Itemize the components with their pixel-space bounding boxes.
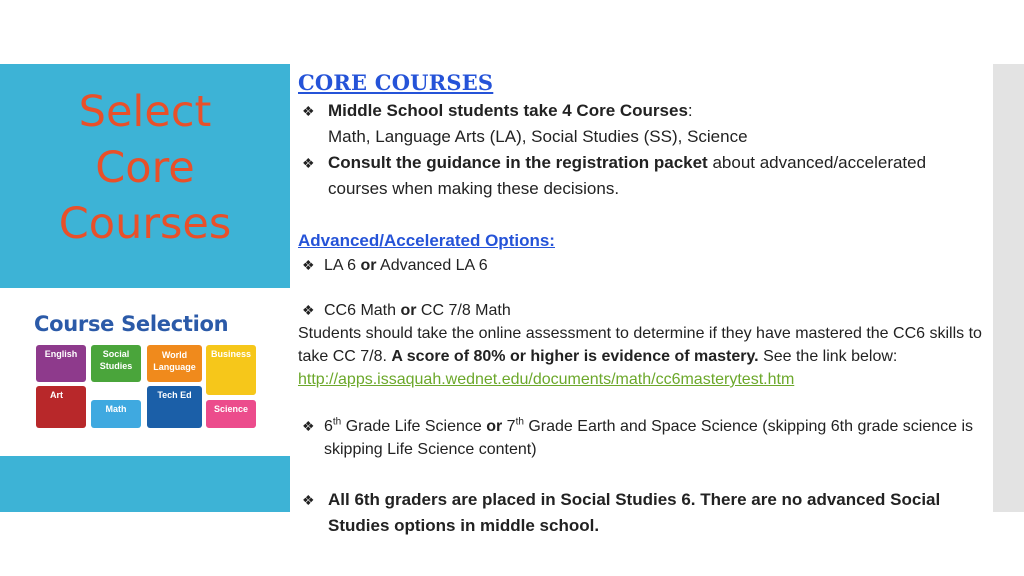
slide-title bbox=[0, 84, 290, 252]
core-courses-colon: : bbox=[687, 101, 693, 120]
tile-science: Science bbox=[206, 400, 256, 428]
diamond-bullet-icon: ❖ bbox=[302, 492, 315, 508]
tile-math: Math bbox=[91, 400, 141, 428]
tile-english: English bbox=[36, 345, 86, 382]
tile-social-studies: Social Studies bbox=[91, 345, 141, 382]
la-option-a: LA 6 bbox=[324, 257, 361, 274]
cc-option-b: CC 7/8 Math bbox=[416, 302, 511, 319]
side-strip bbox=[993, 64, 1024, 512]
sci-grade-7: 7 bbox=[502, 418, 516, 435]
cc-paragraph bbox=[298, 322, 988, 391]
course-selection-graphic bbox=[28, 308, 264, 436]
bullet-guidance bbox=[298, 150, 988, 202]
guidance-rest: about advanced/accelerated bbox=[707, 153, 927, 172]
cc-paragraph-2a: take CC 7/8. bbox=[298, 348, 392, 365]
sci-line-2: skipping Life Science content) bbox=[324, 441, 537, 458]
slide-title-line-3: Courses bbox=[58, 199, 232, 249]
cc-paragraph-line-1: Students should take the online assessment to determine if they have mastered the CC6 skills to bbox=[298, 325, 982, 342]
mastery-note: A score of 80% or higher is evidence of mastery. bbox=[391, 348, 759, 365]
cc-option-a: CC6 Math bbox=[324, 302, 401, 319]
core-courses-list: Math, Language Arts (LA), Social Studies (SS), Science bbox=[328, 127, 748, 146]
ss-line-2: Studies options in middle school. bbox=[328, 516, 600, 535]
cc-or: or bbox=[400, 302, 417, 319]
diamond-bullet-icon: ❖ bbox=[302, 155, 315, 171]
sci-or: or bbox=[486, 418, 503, 435]
diamond-bullet-icon: ❖ bbox=[302, 257, 315, 273]
tile-art: Art bbox=[36, 386, 86, 428]
bullet-cc-math bbox=[298, 299, 988, 322]
sci-th-1: th bbox=[332, 416, 342, 428]
ss-line-1: All 6th graders are placed in Social Studies 6. There are no advanced Social bbox=[328, 490, 941, 509]
sci-part-a: Grade Life Science bbox=[341, 418, 487, 435]
bullet-science bbox=[298, 415, 988, 461]
bullet-la bbox=[298, 254, 988, 277]
diamond-bullet-icon: ❖ bbox=[302, 418, 315, 434]
sci-part-b: Grade Earth and Space Science (skipping 6th grade science is bbox=[523, 418, 974, 435]
cc-paragraph-2c: See the link below: bbox=[758, 348, 898, 365]
tile-business: Business bbox=[206, 345, 256, 395]
diamond-bullet-icon: ❖ bbox=[302, 302, 315, 318]
diamond-bullet-icon: ❖ bbox=[302, 103, 315, 119]
guidance-bold: Consult the guidance in the registration packet bbox=[328, 153, 708, 172]
mastery-test-link[interactable]: http://apps.issaquah.wednet.edu/documents/math/cc6masterytest.htm bbox=[298, 371, 795, 388]
bullet-core-courses bbox=[298, 98, 988, 150]
guidance-line-2: courses when making these decisions. bbox=[328, 179, 620, 198]
course-selection-title: Course Selection bbox=[34, 312, 229, 336]
sci-grade-6: 6 bbox=[324, 418, 333, 435]
slide-title-line-2: Core bbox=[95, 143, 195, 193]
core-courses-count: Middle School students take 4 Core Courses bbox=[328, 101, 688, 120]
la-or: or bbox=[360, 257, 377, 274]
la-option-b: Advanced LA 6 bbox=[376, 257, 488, 274]
bullet-social-studies bbox=[298, 487, 988, 539]
tile-tech-ed: Tech Ed bbox=[147, 386, 202, 428]
sci-th-2: th bbox=[515, 416, 524, 428]
slide-content bbox=[298, 70, 988, 539]
decor-band bbox=[0, 456, 290, 512]
advanced-options-heading: Advanced/Accelerated Options: bbox=[298, 231, 555, 250]
slide-title-line-1: Select bbox=[78, 87, 212, 137]
core-courses-heading: CORE COURSES bbox=[298, 70, 494, 95]
tile-world-language: World Language bbox=[147, 345, 202, 382]
